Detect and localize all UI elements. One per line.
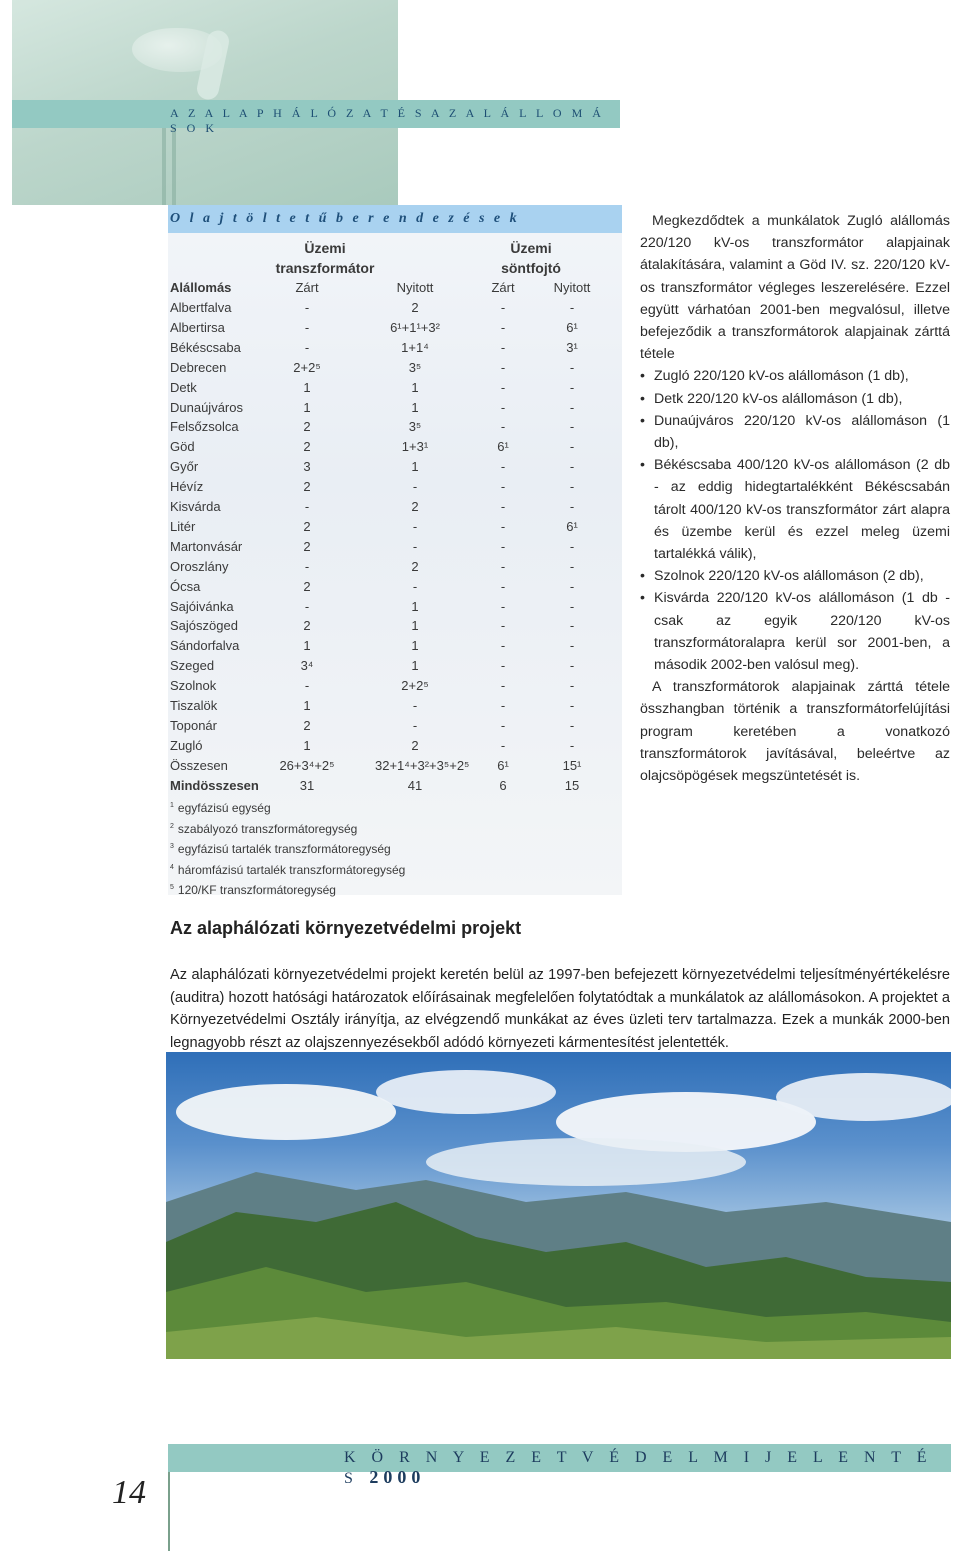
section-header-band — [12, 100, 620, 135]
table-title: O l a j t ö l t e t ű b e r e n d e z é s e k — [170, 211, 520, 226]
table-cell: 2 — [303, 578, 311, 594]
table-cell: - — [569, 698, 575, 713]
table-cell: 2+2⁵ — [293, 359, 321, 375]
footnote-mark: 4 — [170, 863, 174, 871]
table-row — [170, 497, 610, 517]
table-cell: - — [500, 618, 506, 634]
table-cell: 1 — [303, 399, 311, 415]
table-cell: - — [569, 558, 575, 574]
table-cell: 26+3⁴+2⁵ — [279, 757, 335, 773]
table-cell: - — [569, 737, 575, 753]
group-header-transformer — [270, 238, 380, 278]
table-cell: 1+3¹ — [401, 439, 429, 455]
footnote — [170, 859, 405, 880]
table-cell: 1 — [411, 598, 419, 614]
table-cell: - — [569, 638, 575, 654]
table-cell: - — [569, 618, 575, 634]
footer-title — [344, 1446, 951, 1488]
table-cell: Sajószöged — [170, 618, 238, 634]
table-row — [170, 756, 610, 776]
group-header-line: Üzemi — [510, 240, 552, 256]
table-cell: Békéscsaba — [170, 339, 241, 355]
landscape-illustration — [166, 1052, 951, 1359]
table-cell: 31 — [299, 777, 315, 793]
section-body: Az alaphálózati környezetvédelmi projekt keretén belül az 1997-ben befejezett környezetvédelmi teljesítményértékelésre (auditra) hozott hatósági határozatok előírásainak megfelelően folytatódtak a munkálatok az alállomásokon. A projektet a Környezetvédelmi Osztály irányítja, az elvégzendő munkákat az éves üzleti terv tartalmazza. Ezek a munkák 2000-ben legnagyobb részt az olajszennyezésekből adódó környezeti kármentesítést jelentették. — [170, 967, 950, 1051]
sidebar-bullet-list — [640, 365, 950, 676]
table-row — [170, 656, 610, 676]
section-heading: Az alaphálózati környezetvédelmi projekt — [170, 918, 522, 938]
table-cell: Zugló — [170, 737, 203, 753]
footnote-text: háromfázisú tartalék transzformátoregység — [177, 862, 406, 877]
table-cell: - — [569, 578, 575, 594]
heron-leg — [162, 120, 166, 205]
table-cell: - — [304, 319, 310, 335]
table-cell: - — [569, 479, 575, 495]
table-cell: - — [500, 737, 506, 753]
footnote-text: szabályozó transzformátoregység — [177, 821, 358, 836]
table-row — [170, 517, 610, 537]
table-row — [170, 776, 610, 796]
table-cell: 6¹ — [566, 518, 578, 534]
table-cell: - — [304, 339, 310, 355]
table-cell: - — [500, 717, 506, 733]
table-cell: - — [569, 379, 575, 395]
footnote — [170, 797, 405, 818]
table-cell: - — [569, 439, 575, 455]
table-cell: Dunaújváros — [170, 399, 243, 415]
table-row — [170, 676, 610, 696]
table-cell: 1 — [411, 658, 419, 674]
sidebar-bullet: • Szolnok 220/120 kV-os alállomáson (2 db), — [640, 565, 950, 587]
table-cell: Sándorfalva — [170, 638, 240, 654]
column-header: Zárt — [295, 280, 319, 295]
table-cell: - — [500, 558, 506, 574]
table-cell: 6¹ — [566, 319, 578, 335]
table-cell: - — [412, 479, 418, 495]
sidebar-bullet: • Dunaújváros 220/120 kV-os alállomáson (1 db), — [640, 410, 950, 454]
table-row — [170, 477, 610, 497]
table-cell: - — [569, 678, 575, 694]
table-cell: - — [569, 459, 575, 475]
table-cell: - — [500, 300, 506, 315]
column-header: Nyitott — [396, 280, 434, 295]
table-cell: 1 — [411, 638, 419, 654]
table-cell: - — [500, 698, 506, 713]
table-cell: - — [304, 300, 310, 315]
table-cell: - — [569, 538, 575, 554]
table-cell: - — [412, 717, 418, 733]
section-header-title: A Z A L A P H Á L Ó Z A T É S A Z A L Á L L O M Á S O K — [170, 106, 605, 135]
table-cell: Szolnok — [170, 678, 217, 694]
group-header-reactor — [488, 238, 574, 278]
page-number: 14 — [112, 1474, 146, 1511]
table-cell: 6¹ — [497, 757, 509, 773]
table-cell: Összesen — [170, 757, 228, 773]
group-header-line: transzformátor — [275, 260, 375, 276]
table-cell: 1+1⁴ — [401, 339, 429, 355]
table-cell: 2 — [303, 479, 311, 495]
table-cell: - — [412, 698, 418, 713]
table-cell: - — [569, 419, 575, 435]
sidebar-bullet: • Békéscsaba 400/120 kV-os alállomáson (2 db - az eddig hidegtartalékként Békéscsabán tárolt 400/120 kV-os transzformátor zárt alapra és üzembe kerül és ezzel meleg üzemi tartalékká válik), — [640, 454, 950, 565]
table-cell: 2 — [303, 618, 311, 634]
table-cell: 2 — [411, 499, 419, 514]
table-cell: 2 — [411, 300, 419, 315]
table-row — [170, 577, 610, 597]
table-cell: 1 — [303, 379, 311, 395]
table-cell: Albertfalva — [170, 300, 232, 315]
table-cell: Martonvásár — [170, 538, 243, 554]
footnote — [170, 879, 405, 900]
table-cell: 2 — [303, 717, 311, 733]
sidebar-bullet: • Detk 220/120 kV-os alállomáson (1 db), — [640, 388, 950, 410]
table-cell: Sajóivánka — [170, 598, 234, 614]
table-cell: - — [500, 419, 506, 435]
table-cell: Göd — [170, 439, 195, 455]
column-header: Alállomás — [170, 280, 232, 295]
table-row — [170, 636, 610, 656]
table-row — [170, 358, 610, 378]
table-cell: - — [500, 578, 506, 594]
table-cell: Litér — [170, 518, 196, 534]
table-footnotes — [170, 797, 405, 900]
table-cell: 1 — [411, 399, 419, 415]
table-cell: Mindösszesen — [170, 777, 259, 793]
footnote-mark: 2 — [170, 822, 174, 830]
footer-band — [168, 1444, 951, 1487]
table-row — [170, 557, 610, 577]
table-cell: - — [500, 678, 506, 694]
table-cell: 1 — [303, 698, 311, 713]
table-cell: 3¹ — [566, 339, 578, 355]
table-row — [170, 417, 610, 437]
footnote-mark: 3 — [170, 843, 174, 850]
table-cell: - — [500, 658, 506, 674]
landscape-photo — [166, 1052, 951, 1359]
table-cell: - — [500, 399, 506, 415]
table-cell: 3⁵ — [408, 359, 422, 375]
table-cell: - — [569, 499, 575, 514]
table-row — [170, 457, 610, 477]
table-cell: Ócsa — [170, 578, 201, 594]
table-cell: Győr — [170, 459, 199, 475]
table-cell: - — [500, 499, 506, 514]
group-header-line: Üzemi — [304, 240, 346, 256]
table-cell: - — [500, 319, 506, 335]
table-cell: 3⁵ — [408, 419, 422, 435]
table-cell: 41 — [407, 777, 423, 793]
table-cell: - — [500, 459, 506, 475]
table-cell: - — [412, 518, 418, 534]
table-row — [170, 736, 610, 756]
footnote — [170, 838, 405, 859]
table-cell: - — [500, 379, 506, 395]
table-row — [170, 696, 610, 716]
table-cell: - — [304, 598, 310, 614]
table-cell: 2 — [303, 439, 311, 455]
table-cell: 2 — [303, 538, 311, 554]
sidebar-bullet: • Zugló 220/120 kV-os alállomáson (1 db), — [640, 365, 950, 387]
table-cell: 3 — [303, 459, 311, 475]
table-row — [170, 616, 610, 636]
table-row — [170, 318, 610, 338]
footnote-text: egyfázisú tartalék transzformátoregység — [177, 842, 391, 856]
table-cell: - — [569, 300, 575, 315]
table-cell: 1 — [303, 638, 311, 654]
table-cell: 3⁴ — [300, 658, 314, 674]
footnote-text: egyfázisú egység — [177, 801, 271, 815]
table-cell: 2+2⁵ — [401, 678, 429, 694]
table-cell: 1 — [411, 379, 419, 395]
table-cell: 6¹ — [497, 439, 509, 455]
table-cell: Kisvárda — [170, 499, 221, 514]
table-cell: 1 — [411, 618, 419, 634]
sidebar-intro: Megkezdődtek a munkálatok Zugló alállomás 220/120 kV-os transzformátor alapjainak átalakítására, valamint a Göd IV. sz. 220/120 kV-os transzformátor végleges leszerelésére. Ezzel együtt várhatóan 2001-ben megvalósul, illetve befejeződik a transzformátorok alapjainak zárttá tétele — [640, 213, 950, 363]
sidebar-outro: A transzformátorok alapjainak zárttá tétele összhangban történik a transzformátorfelújítási program keretében a vonatkozó transzformátorok javításával, beleértve az olajcsöpögések megszüntetését is. — [640, 679, 950, 785]
column-header: Nyitott — [553, 280, 591, 295]
table-cell: - — [569, 359, 575, 375]
footer-year: 2000 — [369, 1467, 426, 1487]
table-row — [170, 378, 610, 398]
footnote-mark: 5 — [170, 884, 174, 891]
table-cell: 32+1⁴+3²+3⁵+2⁵ — [375, 757, 470, 773]
footnote-mark: 1 — [170, 802, 174, 809]
table-cell: - — [500, 638, 506, 654]
sidebar-bullet: • Kisvárda 220/120 kV-os alállomáson (1 db - csak az egyik 220/120 kV-os transzformátoralapra kerül sor 2001-ben, a második 2002-ben valósul meg). — [640, 587, 950, 676]
table-cell: 6 — [499, 777, 507, 793]
table-cell: - — [569, 658, 575, 674]
table-cell: - — [500, 359, 506, 375]
table-cell: 1 — [411, 459, 419, 475]
table-cell: 2 — [303, 518, 311, 534]
table-row — [170, 298, 610, 318]
table-cell: Felsőzsolca — [170, 419, 239, 435]
table-cell: - — [500, 479, 506, 495]
table-cell: Hévíz — [170, 479, 204, 495]
table-cell: - — [304, 678, 310, 694]
table-cell: 2 — [411, 558, 419, 574]
table-cell: - — [412, 538, 418, 554]
table-header-row — [170, 278, 610, 298]
table-cell: - — [569, 598, 575, 614]
table-cell: 2 — [411, 737, 419, 753]
table-cell: Toponár — [170, 717, 217, 733]
table-cell: 6¹+1¹+3² — [390, 319, 440, 335]
footer-report-title: K Ö R N Y E Z E T V É D E L M I J E L E N T É S — [344, 1449, 933, 1487]
table-row — [170, 597, 610, 617]
table-row — [170, 537, 610, 557]
table-cell: 2 — [303, 419, 311, 435]
table-cell: - — [412, 578, 418, 594]
table-cell: Oroszlány — [170, 558, 229, 574]
table-title-band — [168, 205, 622, 233]
table-cell: Szeged — [170, 658, 215, 674]
table-cell: Albertirsa — [170, 319, 225, 335]
table-cell: - — [304, 558, 310, 574]
table-cell: 15 — [564, 777, 580, 793]
table-cell: - — [500, 538, 506, 554]
column-header: Zárt — [491, 280, 515, 295]
table-cell: - — [304, 499, 310, 514]
table-cell: - — [569, 717, 575, 733]
table-cell: - — [500, 518, 506, 534]
table-cell: Detk — [170, 379, 197, 395]
table-row — [170, 398, 610, 418]
group-header-line: söntfojtó — [501, 260, 561, 276]
table-cell: - — [569, 399, 575, 415]
table-cell: - — [500, 339, 506, 355]
table-cell: Debrecen — [170, 359, 227, 375]
sidebar-text — [640, 210, 950, 787]
table-row — [170, 338, 610, 358]
table-cell: - — [500, 598, 506, 614]
table-row — [170, 716, 610, 736]
table-cell: 15¹ — [562, 757, 582, 773]
footnote-text: 120/KF transzformátoregység — [177, 883, 336, 897]
table-cell: Tiszalök — [170, 698, 218, 713]
table-cell: 1 — [303, 737, 311, 753]
table-row — [170, 437, 610, 457]
footnote — [170, 818, 405, 839]
